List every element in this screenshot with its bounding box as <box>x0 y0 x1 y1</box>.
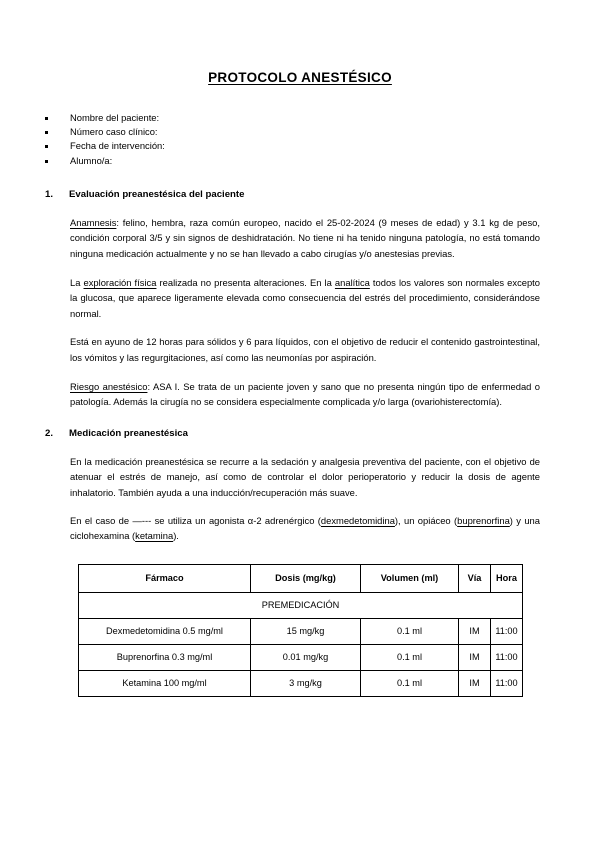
paragraph-anamnesis <box>70 215 540 262</box>
paragraph-mid-2: ) y una ciclohexamina ( <box>70 514 540 542</box>
spacer <box>0 544 600 564</box>
table-row <box>79 618 523 644</box>
paragraph-anamnesis-text: : felino, hembra, raza común europeo, nacido el 25-02-2024 (9 meses de edad) y 3.1 kg de peso, condición corporal 3/5 y sin signos de deshidratación. No tiene ni ha tenido ninguna patología, no está tomando ninguna medicación actualmente y no se han llevado a cabo cirugías y/o anestesias previas. <box>70 216 540 259</box>
paragraph-riesgo-anestesico <box>70 379 540 410</box>
page-title <box>0 0 600 85</box>
cell-volumen: 0.1 ml <box>361 618 459 644</box>
cell-hora: 11:00 <box>491 644 523 670</box>
paragraph-riesgo-text: : ASA I. Se trata de un paciente joven y sano que no presenta ningún tipo de enfermedad o patología. Además la cirugía no se considera especialmente complicada y/o larga (ovariohisterectomía). <box>70 380 541 408</box>
column-header-farmaco: Fármaco <box>79 564 251 592</box>
cell-farmaco: Dexmedetomidina 0.5 mg/ml <box>79 618 251 644</box>
paragraph-mid: ), un opiáceo ( <box>394 514 458 526</box>
paragraph-tail: todos los valores son normales excepto la glucosa, que aparece ligeramente elevada como consecuencia del estrés del procedimiento, considerándose normal. <box>70 276 541 319</box>
list-item-alumno <box>0 154 600 168</box>
cell-volumen: 0.1 ml <box>361 644 459 670</box>
table-group-label: PREMEDICACIÓN <box>79 592 523 618</box>
spacer <box>0 410 600 427</box>
table-group-row-premedicacion <box>79 592 523 618</box>
header-fields-list <box>0 111 600 168</box>
spacer <box>0 501 600 513</box>
term-dexmedetomidina: dexmedetomidina <box>320 514 395 526</box>
paragraph-ayuno-text: Está en ayuno de 12 horas para sólidos y 6 para líquidos, con el objetivo de reducir el contenido gastrointestinal, los vómitos y las regurgitaciones, así como las neumonías por aspiración. <box>70 336 540 363</box>
column-header-volumen: Volumen (ml) <box>361 564 459 592</box>
spacer <box>0 366 600 379</box>
cell-dosis: 15 mg/kg <box>251 618 361 644</box>
list-item-label: Fecha de intervención: <box>70 140 165 152</box>
paragraph-ayuno <box>70 334 540 365</box>
cell-dosis: 3 mg/kg <box>251 670 361 696</box>
table-header <box>79 564 523 592</box>
medication-table <box>78 564 523 697</box>
term-analitica: analítica <box>334 276 370 288</box>
cell-hora: 11:00 <box>491 618 523 644</box>
table-row <box>79 670 523 696</box>
term-exploracion-fisica: exploración física <box>83 276 157 288</box>
spacer <box>0 321 600 334</box>
paragraph-exploracion-fisica <box>70 275 540 322</box>
spacer <box>0 262 600 275</box>
spacer <box>0 202 600 215</box>
paragraph-mid: realizada no presenta alteraciones. En la <box>156 276 335 288</box>
spacer <box>0 441 600 454</box>
spacer <box>0 168 600 188</box>
cell-via: IM <box>459 670 491 696</box>
section-title: Medicación preanestésica <box>69 427 188 439</box>
cell-farmaco: Buprenorfina 0.3 mg/ml <box>79 644 251 670</box>
term-ketamina: ketamina <box>135 530 174 542</box>
term-buprenorfina: buprenorfina <box>457 514 510 526</box>
table-row <box>79 644 523 670</box>
table-body <box>79 592 523 696</box>
paragraph-caso-farmacos <box>70 513 540 544</box>
section-heading-2 <box>0 427 600 441</box>
cell-via: IM <box>459 618 491 644</box>
list-item-fecha-intervencion <box>0 139 600 153</box>
list-item-label: Número caso clínico: <box>70 126 158 138</box>
list-item-label: Nombre del paciente: <box>70 112 160 123</box>
paragraph-tail: ). <box>173 530 179 542</box>
list-item-nombre-paciente <box>0 111 600 125</box>
table-header-row <box>79 564 523 592</box>
section-number: 1. <box>45 188 54 200</box>
section-number: 2. <box>45 427 54 439</box>
paragraph-lead: La <box>70 276 84 288</box>
cell-volumen: 0.1 ml <box>361 670 459 696</box>
paragraph-lead: En el caso de —--- se utiliza un agonista α-2 adrenérgico ( <box>70 514 321 526</box>
paragraph-medicacion-text: En la medicación preanestésica se recurre a la sedación y analgesia preventiva del paciente, con el objetivo de atenuar el estrés de manejo, así como de controlar el dolor perioperatorio y reducir la dosis de agente inhalatorio. También ayuda a una inducción/recuperación más suave. <box>70 455 540 498</box>
term-anamnesis: Anamnesis <box>70 216 117 228</box>
cell-farmaco: Ketamina 100 mg/ml <box>79 670 251 696</box>
cell-hora: 11:00 <box>491 670 523 696</box>
section-heading-1 <box>0 188 600 202</box>
column-header-via: Vía <box>459 564 491 592</box>
paragraph-medicacion-intro <box>70 454 540 501</box>
cell-dosis: 0.01 mg/kg <box>251 644 361 670</box>
list-item-label: Alumno/a: <box>70 154 113 166</box>
list-item-numero-caso <box>0 125 600 139</box>
term-riesgo-anestesico: Riesgo anestésico <box>70 380 148 392</box>
section-title: Evaluación preanestésica del paciente <box>69 188 245 200</box>
column-header-dosis: Dosis (mg/kg) <box>251 564 361 592</box>
page-title-text: PROTOCOLO ANESTÉSICO <box>208 70 392 85</box>
cell-via: IM <box>459 644 491 670</box>
column-header-hora: Hora <box>491 564 523 592</box>
